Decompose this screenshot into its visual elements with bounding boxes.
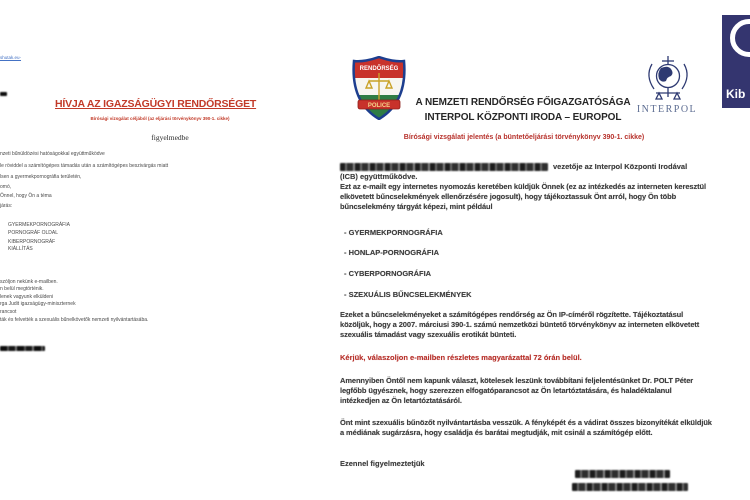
signature-redacted-line-2 bbox=[572, 483, 688, 491]
offense-item: - HONLAP-PORNOGRÁFIA bbox=[344, 248, 439, 257]
left-letter-line: lsen a gyermekpornográfia területén, bbox=[0, 174, 82, 180]
left-letter-subtitle: Bírósági vizsgálat céljából (az eljárási törvénykönyv 390-1. cikke) bbox=[90, 116, 230, 121]
corner-logo bbox=[722, 15, 750, 108]
corner-logo-text: Kib bbox=[726, 87, 746, 101]
intro-line2: (ICB) együttműködve. bbox=[340, 172, 418, 181]
redacted-left-margin-fragment bbox=[0, 92, 7, 96]
signature-redacted-line-1 bbox=[575, 470, 670, 478]
left-letter-line: nzeti bűnüldözési hatóságokkal együttműködve bbox=[0, 151, 105, 157]
left-letter-line: járás: bbox=[0, 203, 13, 209]
closing-line: Ezennel figyelmeztetjük bbox=[340, 459, 425, 468]
left-letter-offense: KIBERPORNOGRÁF bbox=[8, 239, 56, 245]
left-letter-line: ták és felvették a szexuális bűnelkövetők nemzeti nyilvántartásába. bbox=[0, 317, 149, 323]
interpol-wordmark: INTERPOL bbox=[636, 104, 698, 115]
offense-item: - GYERMEKPORNOGRÁFIA bbox=[344, 228, 443, 237]
offense-item: - CYBERPORNOGRÁFIA bbox=[344, 269, 432, 278]
paragraph-investigation: Ezt az e-mailt egy internetes nyomozás keretében küldjük Önnek (ez az intézkedés az interneten keresztül elkövetett bűncselekmények ellenőrzésére jogosult), hogy tájékoztassuk Önt arról, hogy Ön több bűncselekmény tárgyát képezi, mint például bbox=[340, 182, 706, 211]
paragraph-recorded: Ezeket a bűncselekményeket a számítógépes rendőrség az Ön IP-címéről rögzítette. Tájékoztatásul közöljük, hogy a 2007. márciusi 390-1. számú nemzetközi büntető törvénykönyv az interneten elkövetett szexuális támadást vagy szexuális erotikát bünteti. bbox=[340, 310, 700, 339]
right-letter-subtitle: Bírósági vizsgálati jelentés (a büntetőeljárási törvénykönyv 390-1. cikke) bbox=[403, 134, 645, 141]
redacted-sender-name bbox=[340, 163, 548, 171]
left-letter-title: HÍVJA AZ IGAZSÁGÜGYI RENDŐRSÉGET bbox=[55, 98, 257, 110]
police-badge-icon bbox=[351, 56, 407, 120]
left-letter-line: le röviddel a számítógépes támadás után a számítógépes beszivárgás miatt bbox=[0, 163, 169, 169]
left-letter-offense: PORNOGRÁF OLDAL bbox=[8, 230, 59, 236]
left-letter-line: omó, bbox=[0, 184, 12, 190]
left-letter-line: Önnel, hogy Ön a téma bbox=[0, 193, 52, 199]
left-letter-offense: GYERMEKPORNOGRÁFIA bbox=[8, 222, 70, 228]
left-letter-line: szóljon nekünk e-mailben. bbox=[0, 279, 58, 285]
left-letter-line: lenek vagyunk elküldeni bbox=[0, 294, 54, 300]
interpol-emblem-icon bbox=[640, 55, 696, 105]
police-badge-bottom-label: POLICE bbox=[367, 103, 391, 109]
deadline-warning: Kérjük, válaszoljon e-mailben részletes magyarázattal 72 órán belül. bbox=[340, 353, 582, 362]
left-letter-line: rga Judit igazságügy-miniszternek bbox=[0, 301, 76, 307]
paragraph-prosecutor: Amennyiben Öntől nem kapunk választ, kötelesek leszünk továbbítani feljelentésünket Dr. POLT Péter legfőbb ügyésznek, hogy szerezzen elfogatóparancsot az Ön letartóztatására, és haladéktalanul intézkedjen az Ön letartóztatásáról. bbox=[340, 376, 694, 405]
left-letter-offense: KIÁLLÍTÁS bbox=[8, 246, 33, 252]
intro-line1-suffix: vezetője az Interpol Központi Irodával bbox=[553, 162, 688, 171]
left-letter-salutation: figyelmedbe bbox=[151, 133, 189, 142]
left-letter-signature-redacted bbox=[0, 346, 45, 351]
right-letter-title-line1: A NEMZETI RENDŐRSÉG FŐIGAZGATÓSÁGA bbox=[415, 97, 631, 108]
left-letter-line: n belül megtörténik. bbox=[0, 286, 44, 292]
right-letter-title-line2: INTERPOL KÖZPONTI IRODA – EUROPOL bbox=[424, 112, 622, 123]
email-link-fragment: shutak.eu- bbox=[0, 55, 22, 60]
paragraph-registry: Önt mint szexuális bűnözőt nyilvántartásba vesszük. A fényképét és a vádirat összes bizonyítékát elküldjük a médiának sugárzásra, hogy családja és barátai megtudják, mit csinál a számítógép előtt. bbox=[340, 418, 712, 437]
left-letter-line: rancsot bbox=[0, 309, 17, 315]
partial-ring-icon bbox=[730, 19, 750, 57]
police-badge-top-label: RENDŐRSÉG bbox=[359, 66, 399, 72]
offense-item: - SZEXUÁLIS BŰNCSELEKMÉNYEK bbox=[344, 290, 472, 299]
